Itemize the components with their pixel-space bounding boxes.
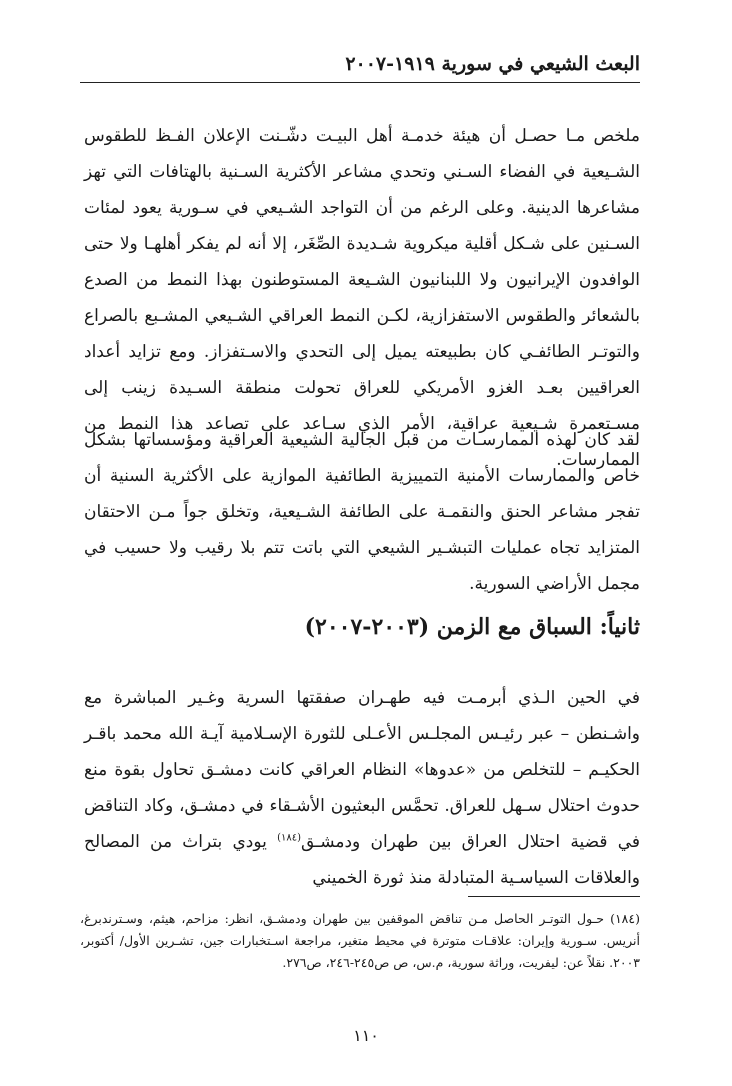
paragraph-3-text-start: في الحين الـذي أبرمـت فيه طهـران صفقتها السرية وغـير المباشرة مع واشـنطن – عبر رئيـس المجلـس الأعـلى للثورة الإسـلامية آيـة الله محمد باقـر الحكيـم – للتخلص من «عدوها» النظام العراقي كانت دمشـق تحاول بقوة منع حدوث احتلال سـهل للعراق. تحمَّس البعثيون الأشـقاء في دمشـق، وكاد التناقض في قضية احتلال العراق بين طهران ودمشـق (84, 688, 641, 852)
page-number: ١١٠ (353, 1026, 379, 1045)
body-paragraph-2: لقد كان لهذه الممارسـات من قبل الجالية الشيعية العراقية ومؤسساتها بشكل خاص والممارسات الأمنية التمييزية الطائفية الموازية على الأكثرية السنية أن تفجر مشاعر الحنق والنقمـة على الطائفة الشـيعية، وتخلق جواً مـن الاحتقان المتزايد تجاه عمليات التبشـير الشيعي التي باتت تتم بلا رقيب ولا حسيب في مجمل الأراضي السورية. (84, 430, 640, 594)
header-divider (80, 82, 640, 83)
paragraph-3-text-end: يودي بتراث من المصالح والعلاقات السياسـية المتبادلة منذ ثورة الخميني (84, 832, 640, 888)
footnote-reference-184: (١٨٤) (277, 832, 302, 844)
footnote-divider (468, 896, 640, 897)
section-heading: ثانياً: السباق مع الزمن (٢٠٠٣-٢٠٠٧) (304, 614, 640, 640)
footnote-184: (١٨٤) حـول التوتـر الحاصل مـن تناقض الموقفين بين طهران ودمشـق، انظر: مزاحم، هيثم، وسـترندبرغ، أنريس. سـورية وإيران: علاقـات متوترة في محيط متغير، مراجعة اسـتخبارات جين، تشـرين الأول/ أكتوبر، ٢٠٠٣. نقلاً عن: ليفريت، وراثة سورية، م.س، ص ص٢٤٥-٢٤٦، ص٢٧٦. (80, 911, 640, 970)
body-paragraph-3 (84, 680, 640, 896)
running-header-title: البعث الشيعي في سورية ١٩١٩-٢٠٠٧ (345, 53, 640, 75)
body-paragraph-1: ملخص مـا حصـل أن هيئة خدمـة أهل البيـت دشّـنت الإعلان الفـظ للطقوس الشـيعية في الفضاء السـني وتحدي مشاعر الأكثرية السـنية بالهتافات التي تهز مشاعرها الدينية. وعلى الرغم من أن التواجد الشـيعي في سـورية يعود لمئات السـنين على شـكل أقلية ميكروية شـديدة الصِّغَر، إلا أنه لم يفكر أهلهـا ولا حتى الوافدون الإيرانيون ولا اللبنانيون الشـيعة المستوطنون بهذا النمط من الصدع بالشعائر والطقوس الاستفزازية، لكـن النمط العراقي الشـيعي المشـبع بالصراع والتوتـر الطائفـي كان بطبيعته يميل إلى التحدي والاسـتفزاز. ومع تزايد أعداد العراقيين بعـد الغزو الأمريكي للعراق تحولت منطقة السـيدة زينب إلى مسـتعمرة شـيعية عراقية، الأمر الذي سـاعد على تصاعد هذا النمط من الممارسات. (84, 126, 640, 470)
